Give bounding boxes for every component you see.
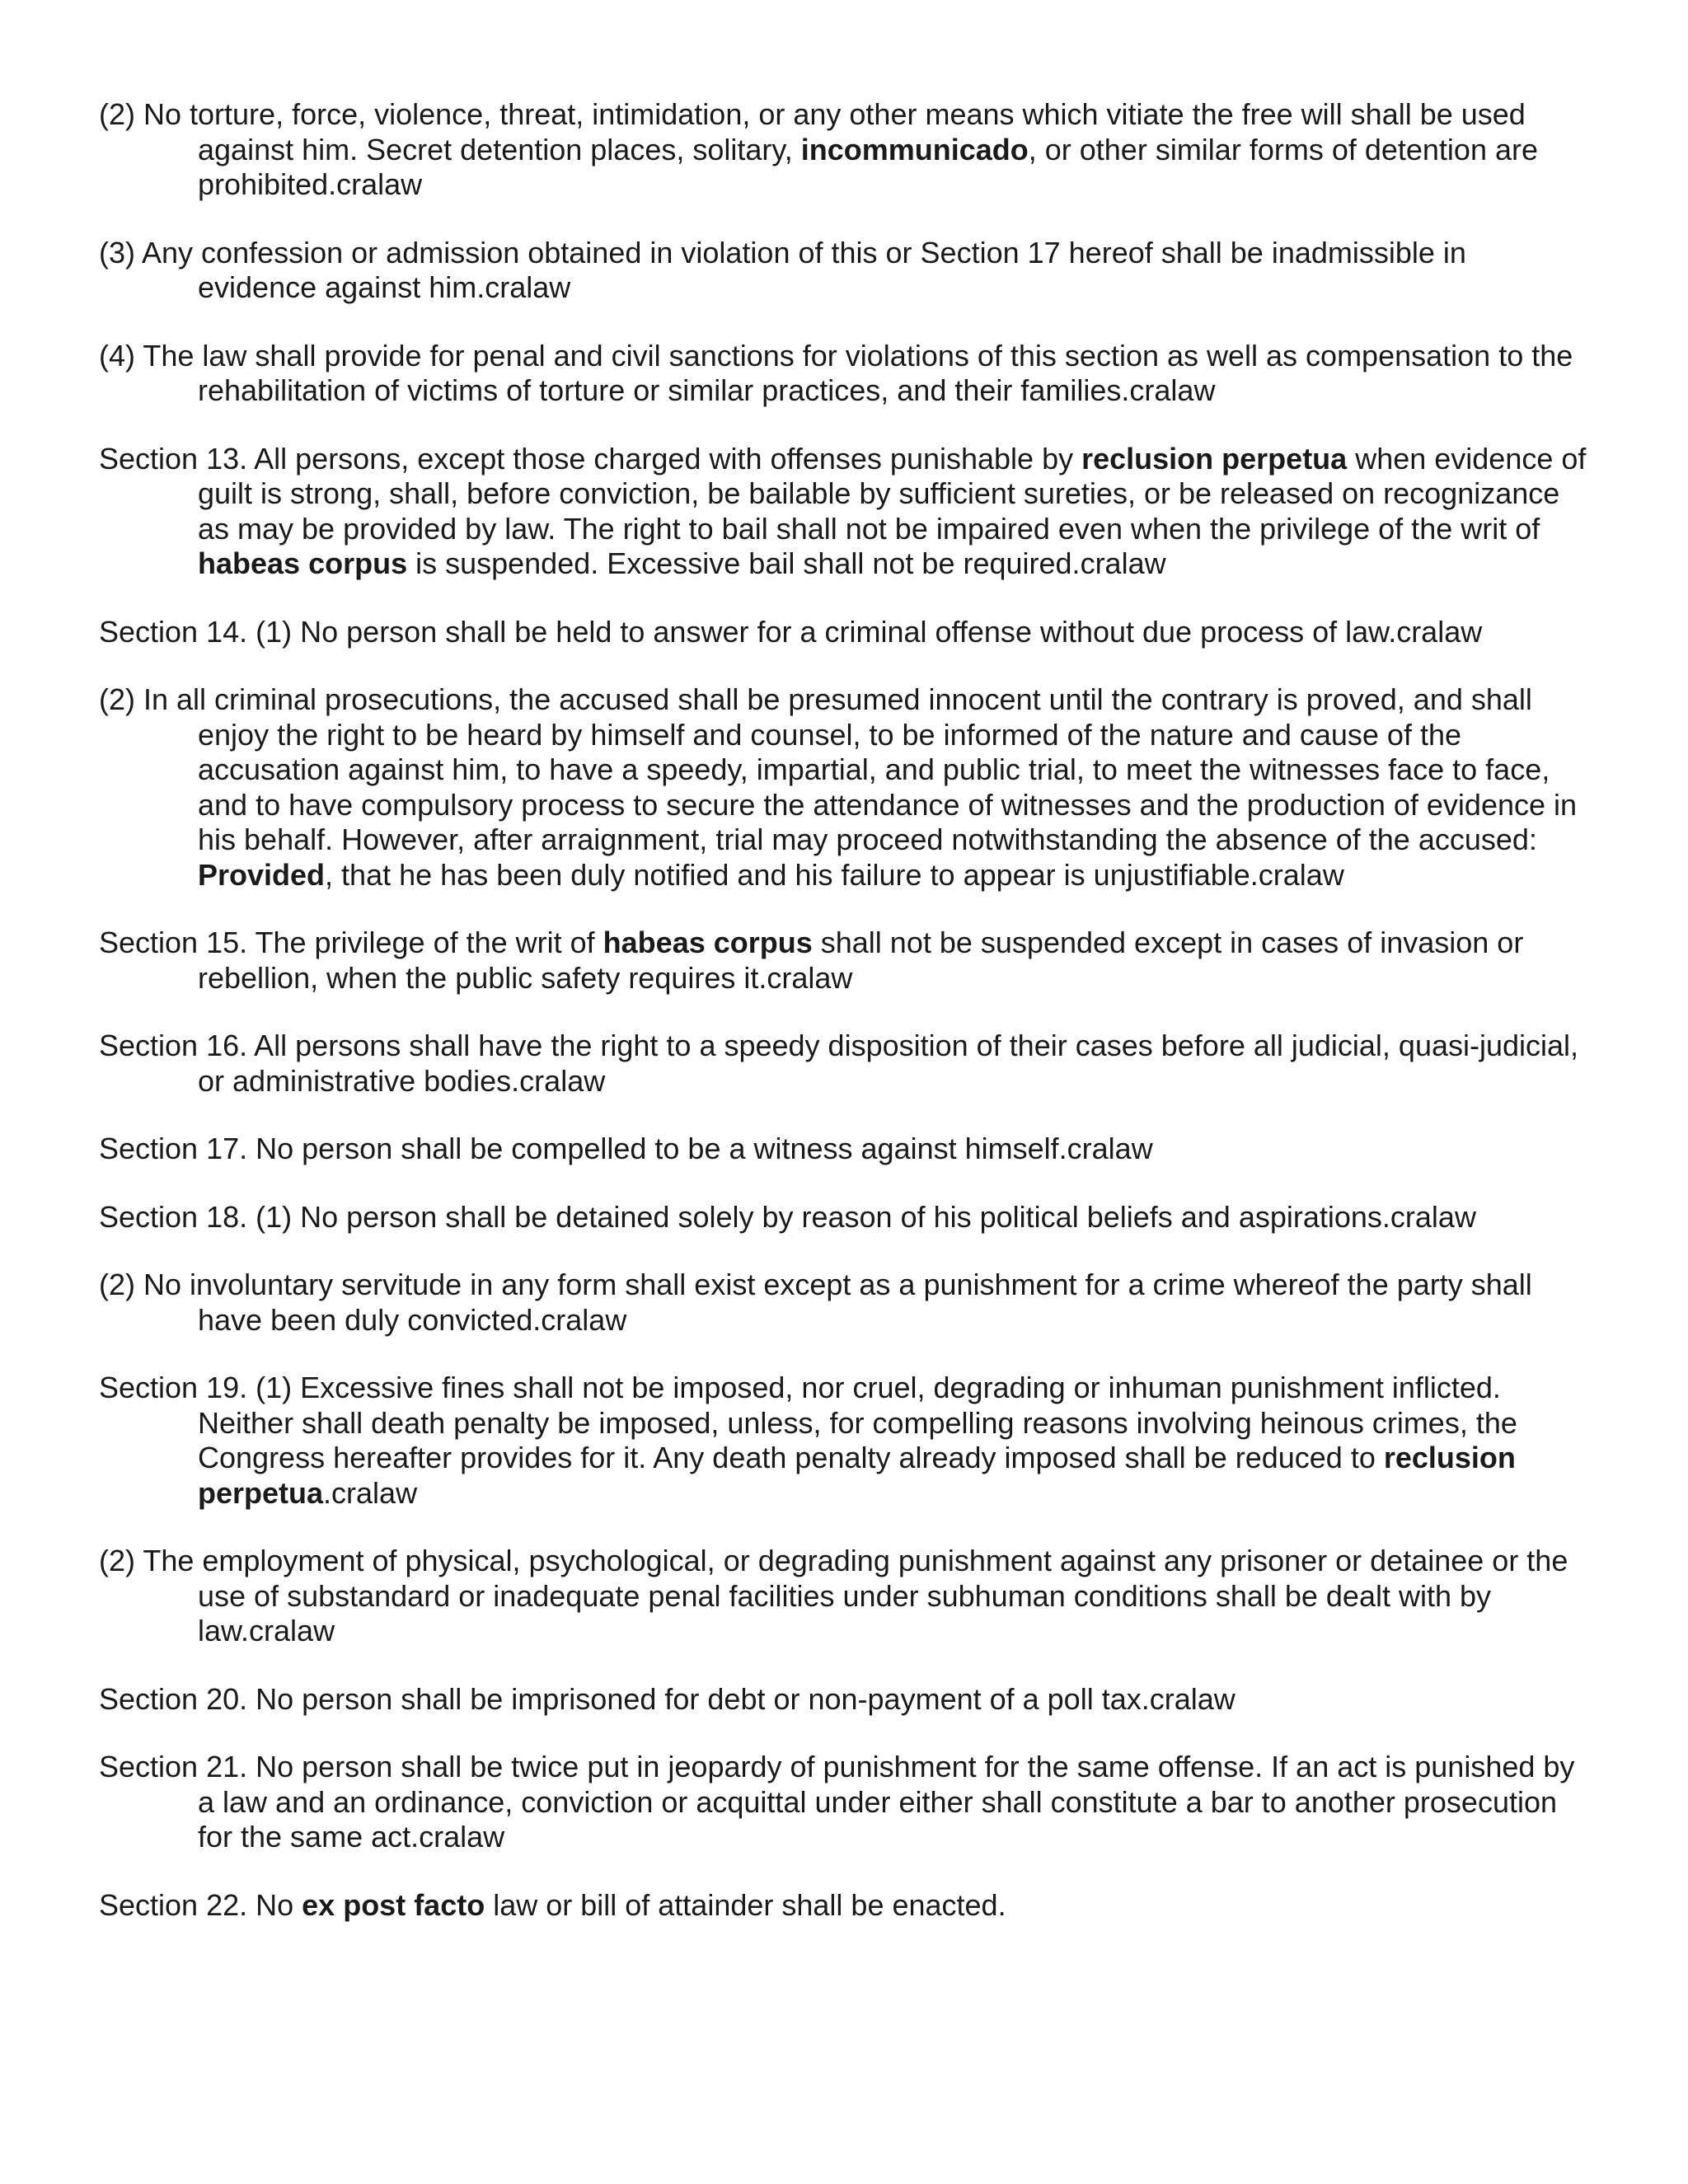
- text-segment: when evidence of guilt is strong, shall, before conviction, be bailable by sufficient sureties, or be released on recognizance as may be provided by law. The right to bail shall not be impaired even when the privilege of the writ of: [198, 441, 1587, 546]
- paragraph-section-21: [99, 1750, 1589, 1855]
- text-segment: Section 13. All persons, except those charged with offenses punishable by: [99, 441, 1082, 476]
- paragraph-section-15: [99, 926, 1589, 996]
- text-segment: Section 21. No person shall be twice put in jeopardy of punishment for the same offense. If an act is punished by a law and an ordinance, conviction or acquittal under either shall constitute a bar to another prosecution for the same act.cralaw: [99, 1750, 1575, 1854]
- document-page: [99, 97, 1589, 1956]
- paragraph-section-12-3: [99, 236, 1589, 306]
- bold-term: incommunicado: [800, 132, 1029, 166]
- paragraph-section-19-2: [99, 1544, 1589, 1649]
- text-segment: (4) The law shall provide for penal and civil sanctions for violations of this section as well as compensation to the rehabilitation of victims of torture or similar practices, and their families.cralaw: [99, 338, 1573, 407]
- bold-term: reclusion perpetua: [198, 1441, 1516, 1510]
- bold-term: Provided: [198, 857, 326, 892]
- bold-term: ex post facto: [302, 1887, 485, 1922]
- paragraph-section-18-1: [99, 1200, 1589, 1235]
- text-segment: (2) The employment of physical, psychological, or degrading punishment against any prisoner or detainee or the use of substandard or inadequate penal facilities under subhuman conditions shall be dealt with by law.cralaw: [99, 1544, 1568, 1647]
- text-segment: Section 17. No person shall be compelled to be a witness against himself.cralaw: [99, 1132, 1153, 1165]
- paragraph-section-22: [99, 1888, 1589, 1924]
- text-segment: Section 18. (1) No person shall be detained solely by reason of his political beliefs and aspirations.cralaw: [99, 1199, 1476, 1234]
- paragraph-section-17: [99, 1132, 1589, 1167]
- paragraph-section-16: [99, 1029, 1589, 1099]
- text-segment: Section 19. (1) Excessive fines shall not be imposed, nor cruel, degrading or inhuman punishment inflicted. Neither shall death penalty be imposed, unless, for compelling reasons involving heinous crimes, the Congress hereafter provides for it. Any death penalty already imposed shall be reduced to: [99, 1371, 1517, 1474]
- paragraph-section-12-4: [99, 339, 1589, 409]
- paragraph-section-14-2: [99, 682, 1589, 893]
- text-segment: .cralaw: [323, 1475, 418, 1510]
- text-segment: Section 22. No: [99, 1887, 302, 1922]
- bold-term: reclusion perpetua: [1081, 441, 1348, 476]
- text-segment: (2) No torture, force, violence, threat, intimidation, or any other means which vitiate the free will shall be used against him. Secret detention places, solitary,: [99, 97, 1526, 166]
- text-segment: shall not be suspended except in cases of invasion or rebellion, when the public safety requires it.cralaw: [198, 926, 1524, 995]
- paragraph-section-13: [99, 442, 1589, 582]
- text-segment: Section 14. (1) No person shall be held to answer for a criminal offense without due process of law.cralaw: [99, 614, 1483, 649]
- paragraph-section-18-2: [99, 1268, 1589, 1338]
- text-segment: is suspended. Excessive bail shall not be required.cralaw: [407, 546, 1166, 580]
- text-segment: (2) No involuntary servitude in any form shall exist except as a punishment for a crime whereof the party shall have been duly convicted.cralaw: [99, 1268, 1532, 1337]
- text-segment: (3) Any confession or admission obtained in violation of this or Section 17 hereof shall be inadmissible in evidence against him.cralaw: [99, 235, 1466, 304]
- text-segment: law or bill of attainder shall be enacted.: [485, 1887, 1006, 1922]
- bold-term: habeas corpus: [603, 926, 813, 959]
- text-segment: Section 16. All persons shall have the right to a speedy disposition of their cases before all judicial, quasi-judicial, or administrative bodies.cralaw: [99, 1029, 1579, 1098]
- bold-term: habeas corpus: [198, 546, 408, 580]
- text-segment: (2) In all criminal prosecutions, the accused shall be presumed innocent until the contrary is proved, and shall enjoy the right to be heard by himself and counsel, to be informed of the nature and cause of the accusation against him, to have a speedy, impartial, and public trial, to meet the witnesses face to face, and to have compulsory process to secure the attendance of witnesses and the production of evidence in his behalf. However, after arraignment, trial may proceed notwithstanding the absence of the accused:: [99, 682, 1578, 856]
- text-segment: , that he has been duly notified and his failure to appear is unjustifiable.cralaw: [325, 857, 1344, 892]
- paragraph-section-20: [99, 1682, 1589, 1718]
- paragraph-section-14-1: [99, 615, 1589, 650]
- paragraph-section-19-1: [99, 1371, 1589, 1511]
- text-segment: , or other similar forms of detention are prohibited.cralaw: [198, 132, 1539, 201]
- text-segment: Section 15. The privilege of the writ of: [99, 926, 603, 959]
- text-segment: Section 20. No person shall be imprisoned for debt or non-payment of a poll tax.cralaw: [99, 1681, 1236, 1716]
- paragraph-section-12-2: [99, 97, 1589, 203]
